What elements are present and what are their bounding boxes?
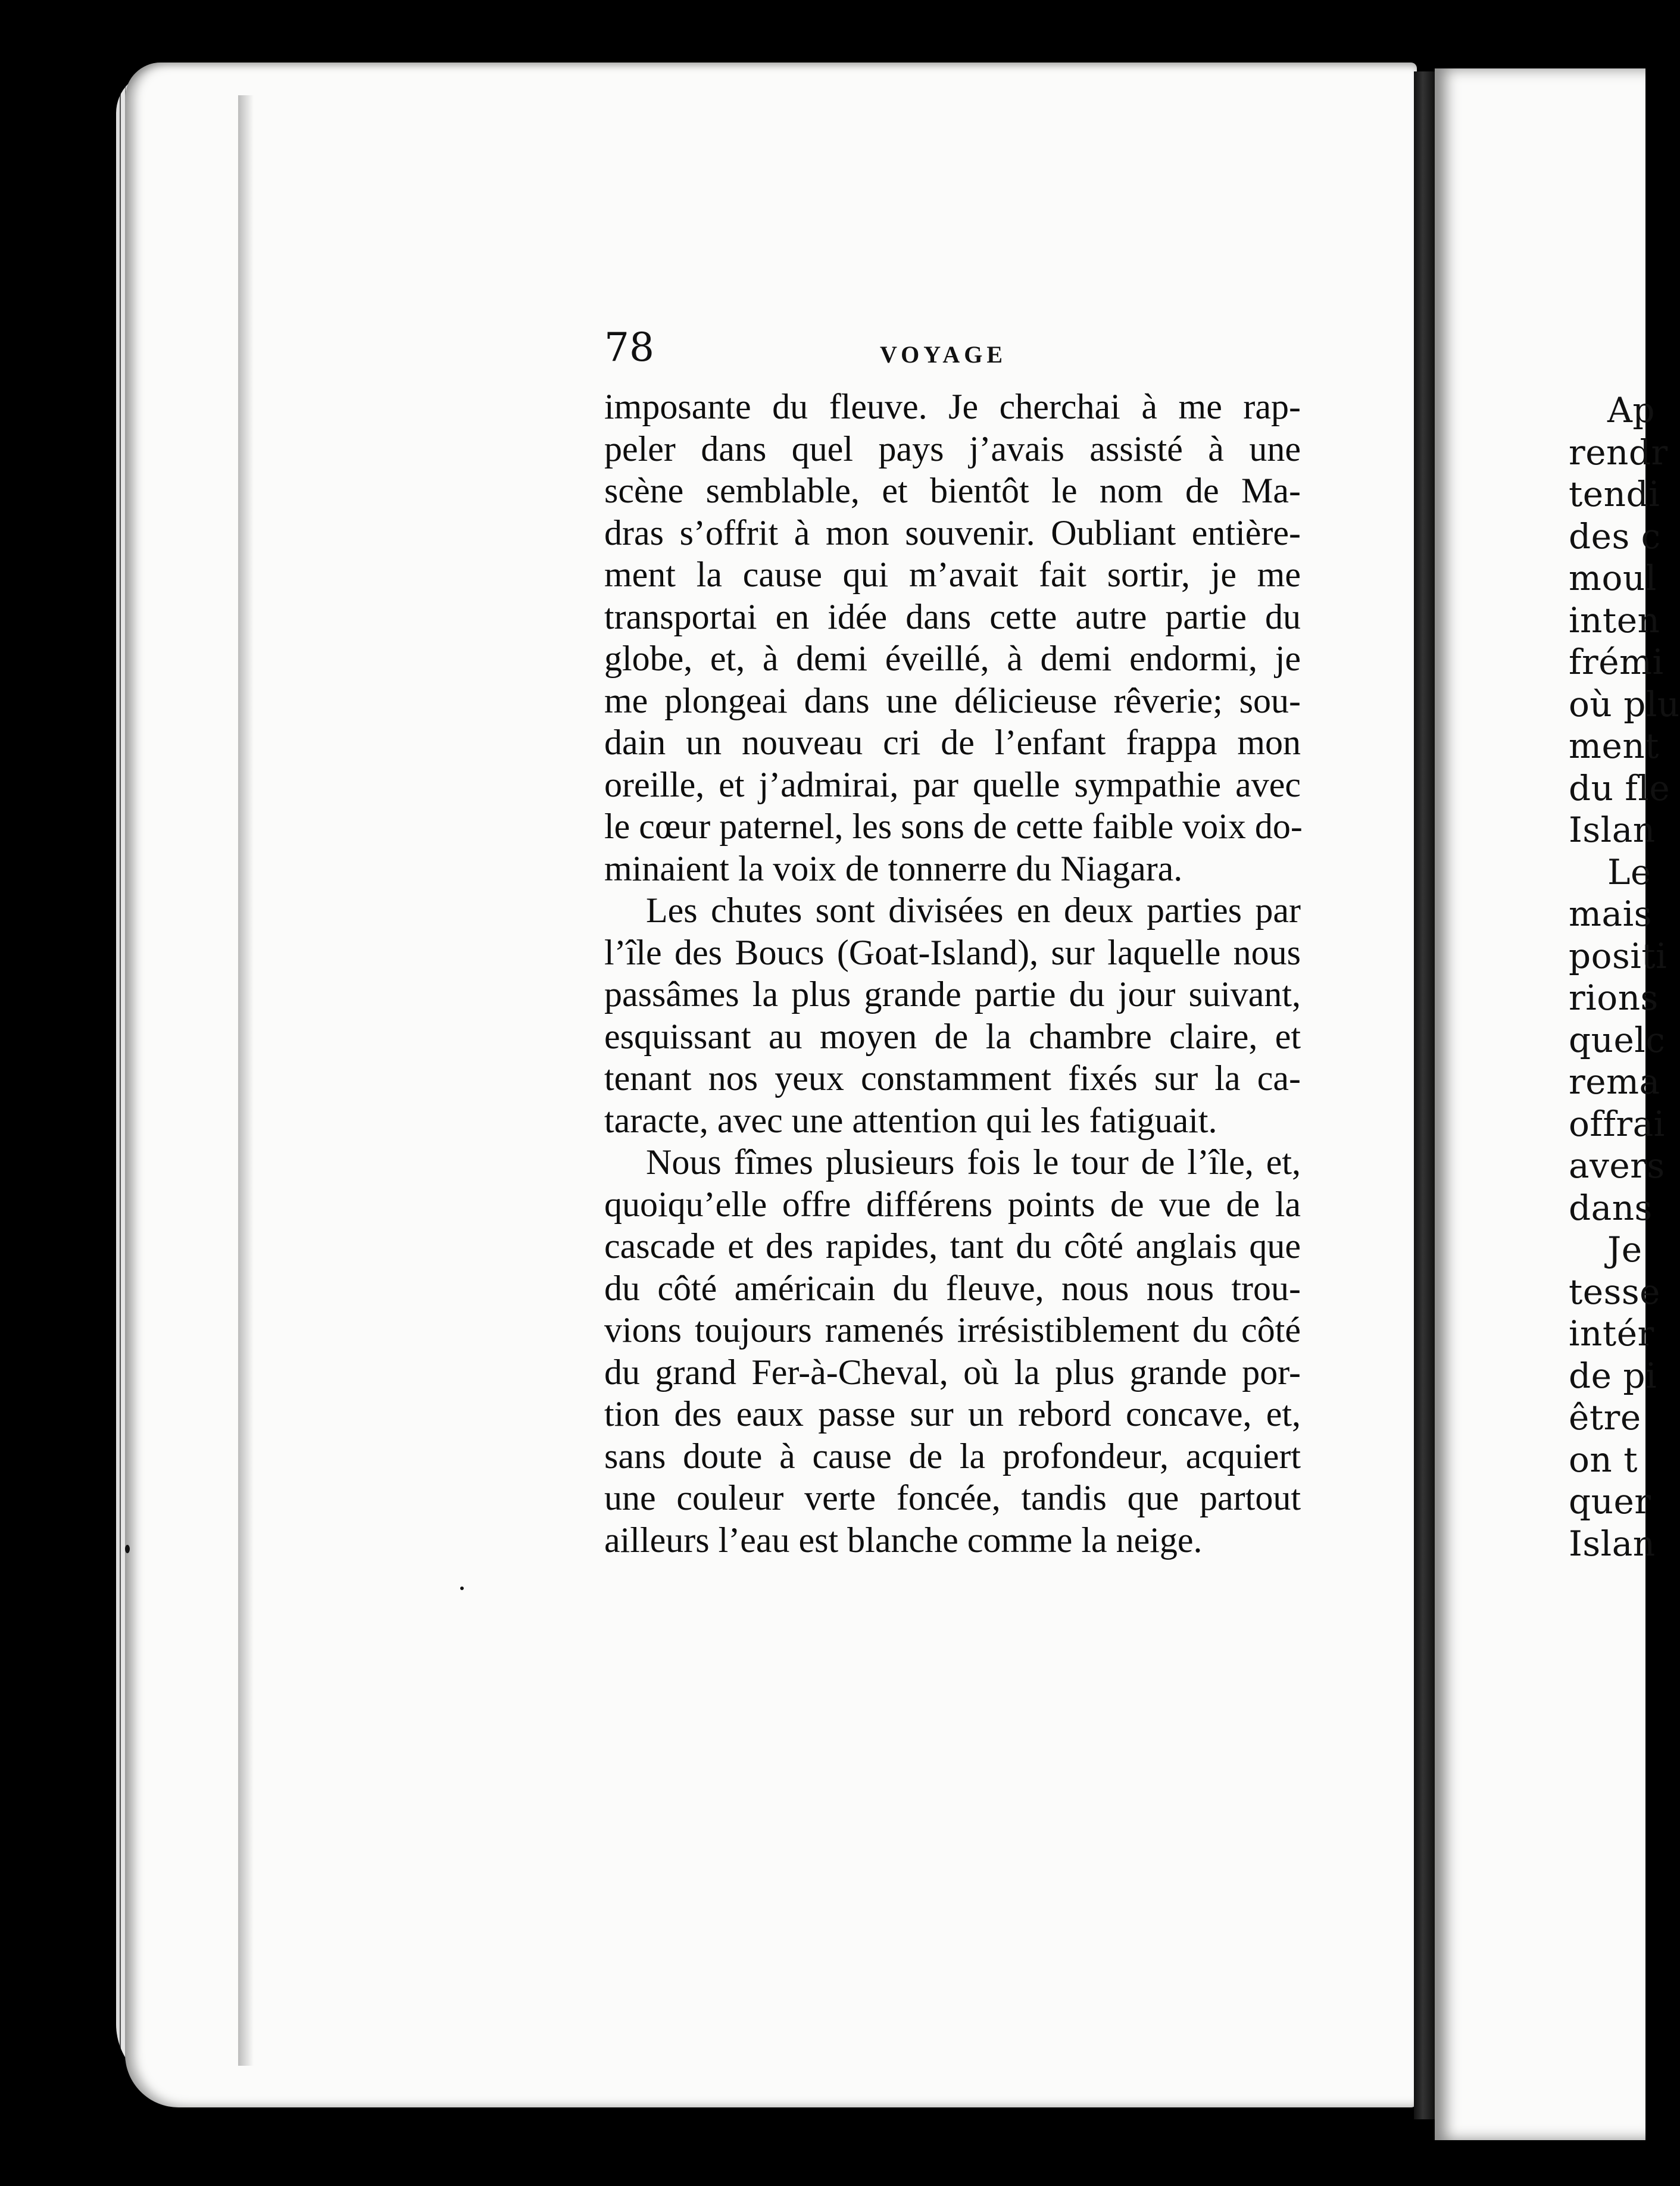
- right-page-line-fragment: frémi: [1569, 642, 1664, 682]
- text-line: du grand Fer-à-Cheval, où la plus grande por-: [604, 1353, 1301, 1392]
- right-page-line-fragment: Islan: [1569, 1523, 1656, 1564]
- right-page-line-fragment: ment: [1569, 726, 1659, 766]
- right-page-line-fragment: avers: [1569, 1145, 1665, 1186]
- text-line: tion des eaux passe sur un rebord concave, et,: [604, 1394, 1301, 1434]
- text-line: une couleur verte foncée, tandis que partout: [604, 1478, 1301, 1517]
- speck: [125, 1545, 130, 1553]
- text-line: vions toujours ramenés irrésistiblement du côté: [604, 1310, 1301, 1350]
- right-page-line-fragment: offrai: [1569, 1104, 1665, 1144]
- right-page-line-fragment: tesse: [1569, 1272, 1660, 1312]
- text-line: l’île des Boucs (Goat-Island), sur laquelle nous: [604, 933, 1301, 972]
- text-line: dras s’offrit à mon souvenir. Oubliant entière-: [604, 513, 1301, 552]
- text-line: dain un nouveau cri de l’enfant frappa mon: [604, 723, 1301, 762]
- right-page-line-fragment: quelc: [1569, 1020, 1666, 1060]
- right-page-line-fragment: intér: [1569, 1313, 1654, 1354]
- text-line: imposante du fleuve. Je cherchai à me rap-: [604, 387, 1301, 426]
- text-line: quoiqu’elle offre différens points de vue de la: [604, 1185, 1301, 1224]
- right-page-line-fragment: on t: [1569, 1439, 1638, 1480]
- text-line: Les chutes sont divisées en deux parties par: [646, 891, 1301, 930]
- text-line: ailleurs l’eau est blanche comme la neige.: [604, 1520, 1203, 1560]
- right-page-line-fragment: rendr: [1569, 432, 1668, 473]
- text-line: globe, et, à demi éveillé, à demi endormi, je: [604, 639, 1301, 678]
- text-line: cascade et des rapides, tant du côté anglais que: [604, 1226, 1301, 1266]
- running-head: VOYAGE: [880, 341, 1007, 368]
- text-line: minaient la voix de tonnerre du Niagara.: [604, 849, 1183, 888]
- right-page-line-fragment: rema: [1569, 1061, 1660, 1102]
- text-line: le cœur paternel, les sons de cette faible voix do-: [604, 807, 1303, 846]
- right-page-line-fragment: positi: [1569, 936, 1667, 976]
- right-page-line-fragment: Je: [1607, 1229, 1642, 1270]
- speck: [460, 1587, 464, 1590]
- book-gutter: [1414, 71, 1437, 2119]
- right-page-line-fragment: dans: [1569, 1188, 1653, 1228]
- text-line: sans doute à cause de la profondeur, acquiert: [604, 1436, 1301, 1476]
- text-line: scène semblable, et bientôt le nom de Ma-: [604, 471, 1301, 510]
- right-page-line-fragment: rions: [1569, 978, 1659, 1018]
- text-line: esquissant au moyen de la chambre claire, et: [604, 1017, 1301, 1056]
- text-line: Nous fîmes plusieurs fois le tour de l’île, et,: [646, 1142, 1301, 1182]
- right-page: [1435, 68, 1680, 2140]
- right-page-line-fragment: Ap: [1607, 390, 1656, 430]
- right-page-line-fragment: de pi: [1569, 1356, 1657, 1396]
- text-line: ment la cause qui m’avait fait sortir, je me: [604, 555, 1301, 594]
- right-page-line-fragment: être: [1569, 1397, 1641, 1438]
- text-line: tenant nos yeux constamment fixés sur la ca-: [604, 1058, 1301, 1098]
- text-line: du côté américain du fleuve, nous nous trou-: [604, 1269, 1301, 1308]
- right-page-line-fragment: Le: [1607, 852, 1651, 892]
- right-page-line-fragment: moul: [1569, 558, 1657, 598]
- text-line: passâmes la plus grande partie du jour suivant,: [604, 975, 1301, 1014]
- text-line: me plongeai dans une délicieuse rêverie; sou-: [604, 681, 1301, 720]
- right-page-line-fragment: Islan: [1569, 810, 1656, 850]
- text-line: taracte, avec une attention qui les fatiguait.: [604, 1101, 1217, 1140]
- right-page-line-fragment: où plu: [1569, 684, 1680, 724]
- text-line: transportai en idée dans cette autre partie du: [604, 597, 1301, 636]
- page-edge-shadow: [238, 95, 254, 2066]
- text-line: oreille, et j’admirai, par quelle sympathie avec: [604, 765, 1301, 804]
- right-page-line-fragment: mais: [1569, 894, 1652, 934]
- right-page-line-fragment: inten: [1569, 600, 1660, 641]
- right-page-line-fragment: des c: [1569, 516, 1661, 557]
- right-page-line-fragment: du fle: [1569, 768, 1670, 808]
- page-number: 78: [604, 324, 654, 370]
- text-line: peler dans quel pays j’avais assisté à une: [604, 429, 1301, 469]
- right-page-line-fragment: quer: [1569, 1481, 1651, 1522]
- right-page-line-fragment: tendi: [1569, 474, 1660, 514]
